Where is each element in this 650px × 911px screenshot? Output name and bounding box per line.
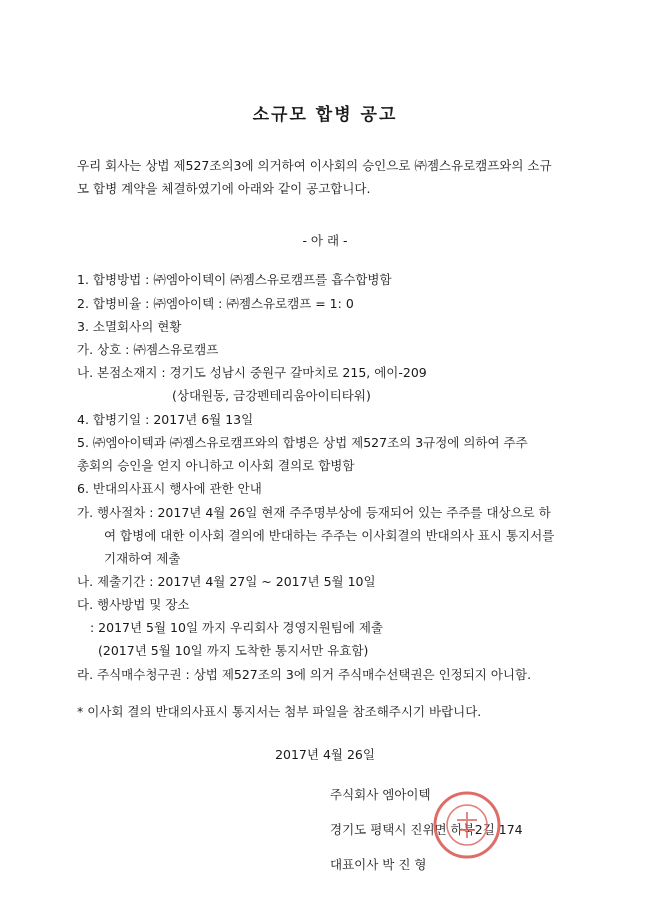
notice-date: 2017년 4월 26일 bbox=[275, 747, 375, 762]
company-name: 주식회사 엠아이텍 bbox=[330, 787, 431, 802]
dissent-procedure-1: 가. 행사절차 : 2017년 4월 26일 현재 주주명부상에 등재되어 있는 주주를 대상으로 하 bbox=[77, 505, 551, 520]
page-title: 소규모 합병 공고 bbox=[252, 105, 398, 125]
company-seal-stamp bbox=[432, 790, 502, 860]
item-dissent-guide: 6. 반대의사표시 행사에 관한 안내 bbox=[77, 481, 262, 496]
item-merge-ratio: 2. 합병비율 : ㈜엠아이텍 : ㈜젬스유로캠프 = 1: 0 bbox=[77, 296, 354, 311]
representative: 대표이사 박 진 형 bbox=[330, 857, 427, 872]
dissent-procedure-3: 기재하여 제출 bbox=[104, 551, 181, 566]
dissent-procedure-2: 여 합병에 대한 이사회 결의에 반대하는 주주는 이사회결의 반대의사 표시 통지서를 bbox=[104, 528, 555, 543]
item-merge-date: 4. 합병기일 : 2017년 6월 13일 bbox=[77, 412, 254, 427]
item-head-office-detail: (상대원동, 금강펜테리움아이티타워) bbox=[172, 388, 371, 403]
attachment-note: * 이사회 결의 반대의사표시 통지서는 첨부 파일을 참조해주시기 바랍니다. bbox=[77, 704, 482, 719]
item-head-office: 나. 본점소재지 : 경기도 성남시 중원구 갈마치로 215, 에이-209 bbox=[77, 365, 427, 380]
dissent-period: 나. 제출기간 : 2017년 4월 27일 ~ 2017년 5월 10일 bbox=[77, 574, 376, 589]
appraisal-right: 라. 주식매수청구권 : 상법 제527조의 3에 의거 주식매수선택권은 인정되지 아니함. bbox=[77, 667, 532, 682]
intro-line-2: 모 합병 계약을 체결하였기에 아래와 같이 공고합니다. bbox=[77, 181, 371, 196]
below-heading: - 아 래 - bbox=[302, 233, 348, 248]
dissent-method: 다. 행사방법 및 장소 bbox=[77, 597, 190, 612]
item-merge-approval-1: 5. ㈜엠아이텍과 ㈜젬스유로캠프와의 합병은 상법 제527조의 3규정에 의하여 주주 bbox=[77, 435, 528, 450]
dissent-method-detail-2: (2017년 5월 10일 까지 도착한 통지서만 유효함) bbox=[98, 643, 369, 658]
intro-line-1: 우리 회사는 상법 제527조의3에 의거하여 이사회의 승인으로 ㈜젬스유로캠프와의 소규 bbox=[77, 158, 552, 173]
item-merge-method: 1. 합병방법 : ㈜엠아이텍이 ㈜젬스유로캠프를 흡수합병함 bbox=[77, 272, 392, 287]
company-address: 경기도 평택시 진위면 하북2길 174 bbox=[330, 822, 523, 837]
dissent-method-detail-1: : 2017년 5월 10일 까지 우리회사 경영지원팀에 제출 bbox=[90, 620, 383, 635]
item-dissolved-company: 3. 소멸회사의 현황 bbox=[77, 319, 182, 334]
item-merge-approval-2: 총회의 승인을 얻지 아니하고 이사회 결의로 합병함 bbox=[77, 458, 355, 473]
item-company-name: 가. 상호 : ㈜젬스유로캠프 bbox=[77, 342, 219, 357]
